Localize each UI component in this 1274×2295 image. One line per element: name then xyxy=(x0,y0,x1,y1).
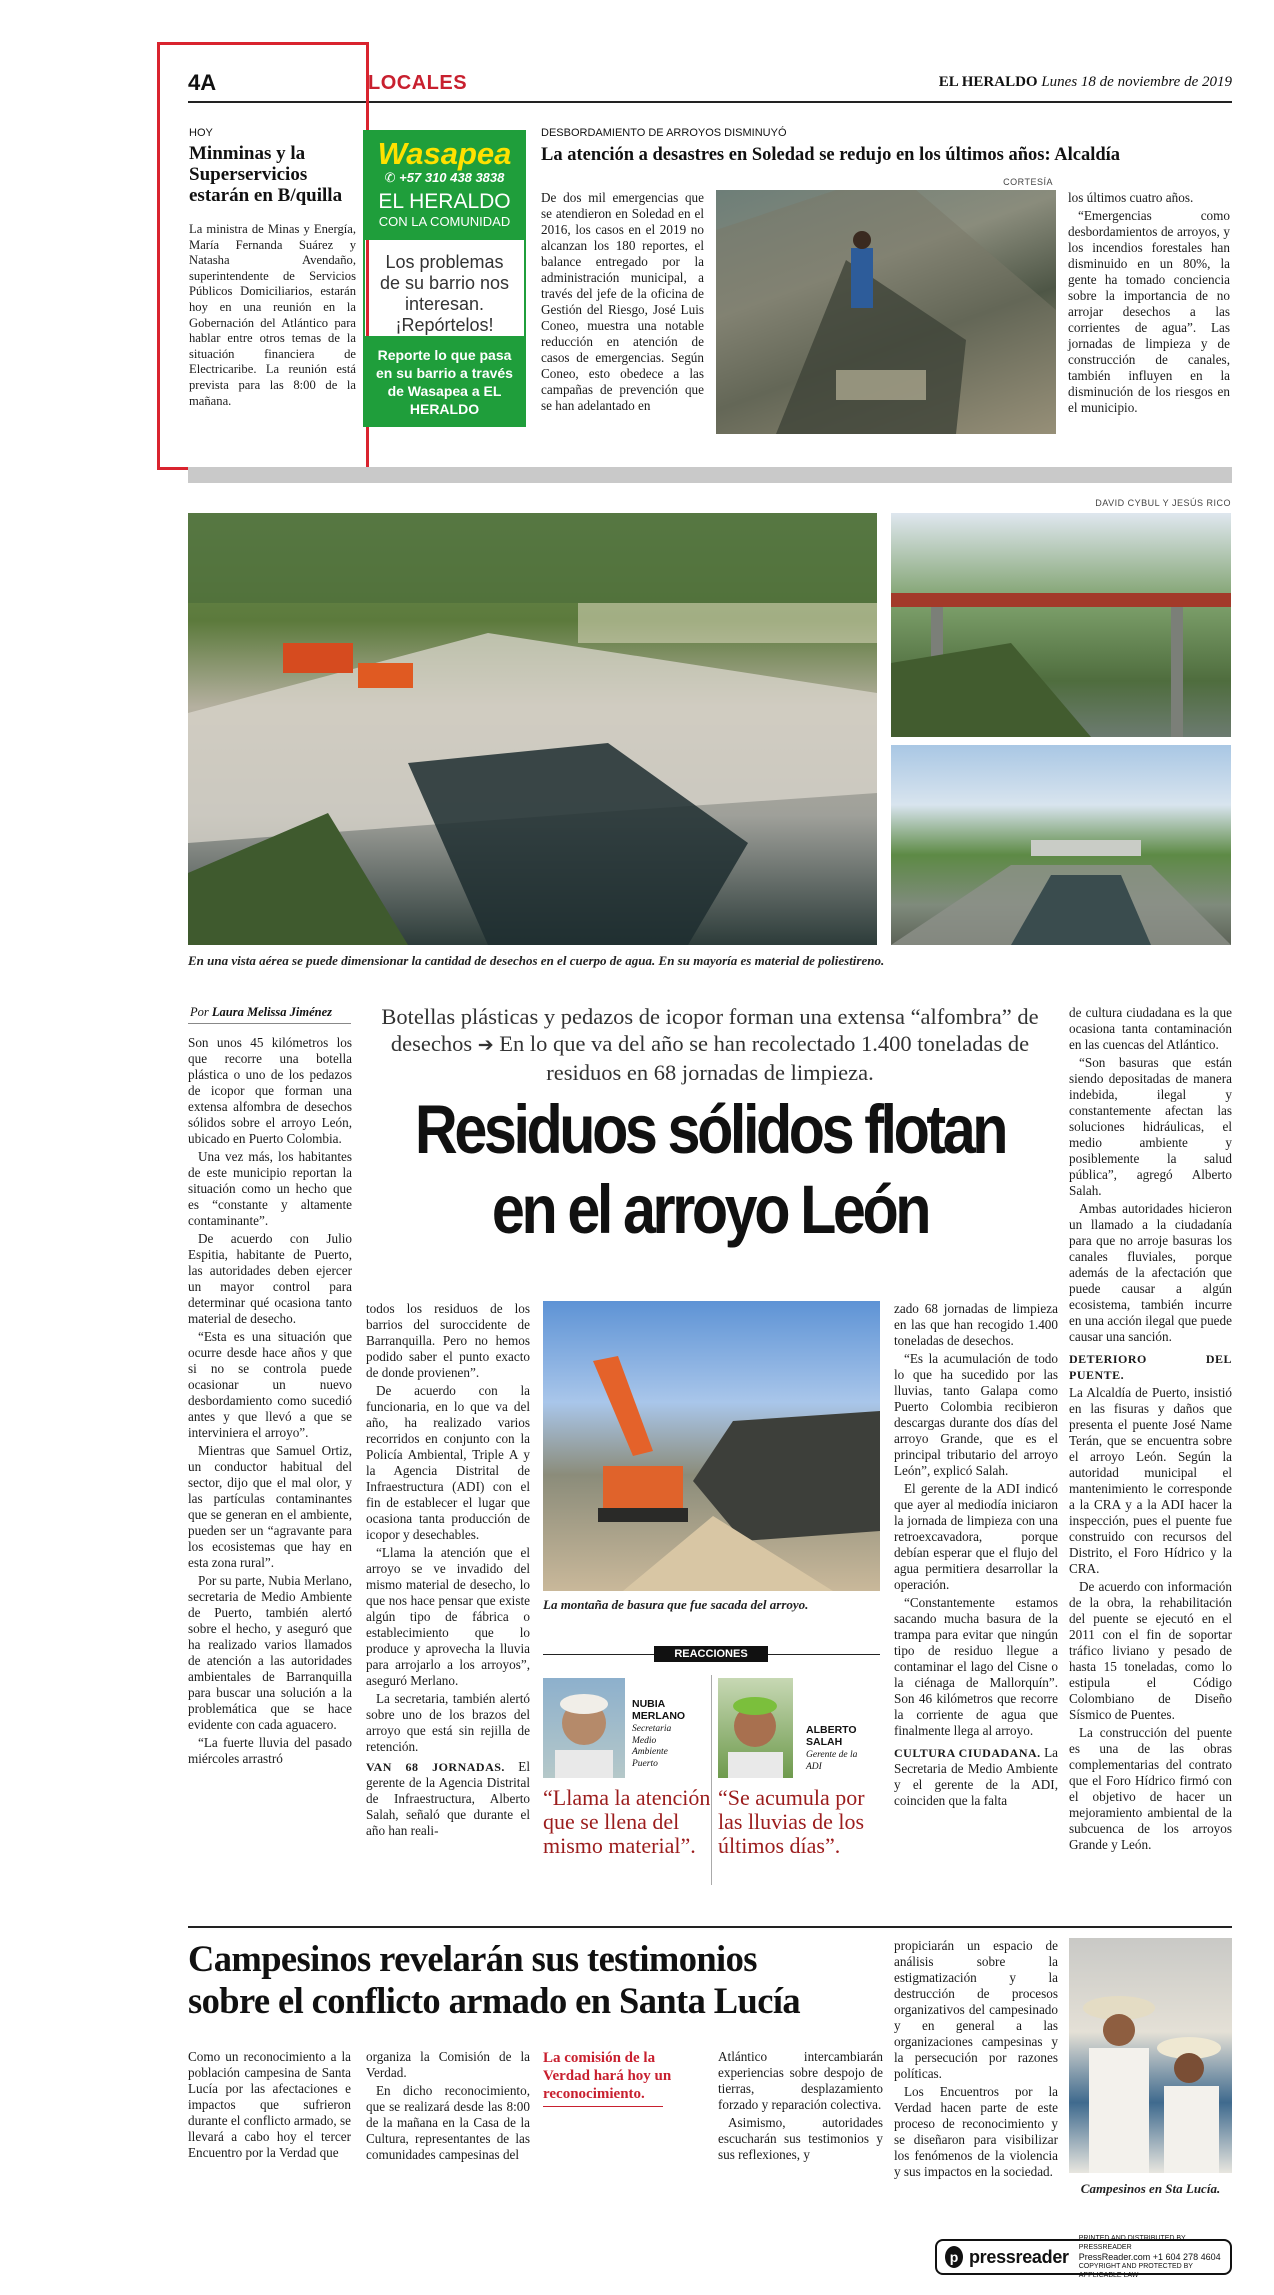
brief-kicker: HOY xyxy=(189,127,213,139)
worker-in-canal-illustration xyxy=(716,190,1056,434)
reaction2-quote: “Se acumula por las lluvias de los últimos días”. xyxy=(718,1785,865,1858)
canal-photo xyxy=(891,745,1231,945)
deck: Botellas plásticas y pedazos de icopor forman una extensa “alfombra” de desechos ➔ En lo que va del año se han recolectado 1.400 toneladas de residuos en 68 jornadas de limpieza. xyxy=(381,1004,1039,1085)
reaction2-name: ALBERTO SALAH xyxy=(806,1724,857,1748)
wasapea-message: Los problemas de su barrio nos interesan. ¡Repórtelos! xyxy=(379,252,510,335)
wasapea-logo: Wasapea xyxy=(377,136,512,171)
excavator-caption: La montaña de basura que fue sacada del arroyo. xyxy=(543,1597,809,1612)
paper-name: EL HERALDO xyxy=(938,74,1038,90)
bottom-col2: organiza la Comisión de la Verdad. En dicho reconocimiento, que se realizará desde las 8:00 de la mañana en la Casa de la Cultura, representantes de las comunidades campesinas del xyxy=(366,2049,530,2162)
pressreader-info: PRINTED AND DISTRIBUTED BY PRESSREADER PressReader.com +1 604 278 4604 COPYRIGHT AND PROTECTED BY APPLICABLE LAW xyxy=(1078,2235,1221,2279)
pullquote-rule xyxy=(543,2106,663,2107)
section-divider-bar xyxy=(188,467,1232,483)
campesinos-caption: Campesinos en Sta Lucía. xyxy=(1080,2181,1221,2196)
main-col4: de cultura ciudadana es la que ocasiona tanta contaminación en las cuencas del Atlántico. “Son basuras que están siendo depositadas de manera indebida, ilegal y constantemente afectan las soluciones hidráulicas, el medio ambiente y posiblemente la salud pública”, agregó Alberto Salah. Ambas autoridades hicieron un llamado a la ciudadanía para que no arroje basuras los canales fluviales, porque además de la afectación que puede causar a algún ecosistema, también incurre en una acción ilegal que puede causar una sanción. DETERIORO DEL PUENTE. La Alcaldía de Puerto, insistió en las fisuras y daños que presenta el puente José Name Terán, que se encuentra sobre el arroyo León. Según la autoridad municipal el mantenimiento le corresponde a la CRA y a la ADI hacer la inspección, pues el puente fue construido con recursos del Distrito, el Foro Hídrico y la CRA. De acuerdo con información de la obra, la rehabilitación del puente se ejecutó en el 2011 con el fin de soportar tráfico liviano y pesado de hasta 15 toneladas, como lo estipula el Código Colombiano de Diseño Sísmico de Puentes. La construcción del puente es una de las obras complementarias del contrato que el Foro Hídrico firmó con el objetivo de hacer un mejoramiento ambiental de la subcuenca de los arroyos Grande y León. xyxy=(1069,1005,1232,1852)
main-photos-caption: En una vista aérea se puede dimensionar la cantidad de desechos en el cuerpo de agua. En su mayoría es material de poliestireno. xyxy=(188,953,885,968)
main-col2: todos los residuos de los barrios del suroccidente de Barranquilla. Pero no hemos podido saber el punto exacto de donde provienen”. De acuerdo con la funcionaria, en lo que va del año, ha realizado varios recorridos en conjunto con la Policía Ambiental, Triple A y la Agencia Distrital de Infraestructura (ADI) con el fin de establecer el lugar que ocasiona tanta producción de icopor y desechables. “Llama la atención que el arroyo se ve invadido del mismo material de desecho, lo que nos hace pensar que existe algún tipo de fábrica o establecimiento que lo produce y aprovecha la lluvia para arrojarlo a los arroyos”, aseguró Merlano. La secretaria, también alertó sobre uno de los brazos del arroyo que está sin rejilla de retención. VAN 68 JORNADAS. El gerente de la Agencia Distrital de Infraestructura, Alberto Salah, señaló que durante el año han reali- xyxy=(366,1301,530,1838)
bottom-story-rule xyxy=(188,1926,1232,1928)
wasapea-brand-sub: CON LA COMUNIDAD xyxy=(378,214,511,229)
avatar-nubia xyxy=(543,1678,625,1778)
arrow-icon: ➔ xyxy=(477,1035,494,1056)
reaction1-name: NUBIA MERLANO xyxy=(632,1698,686,1722)
wasapea-cta: Reporte lo que pasa en su barrio a través de Wasapea a EL HERALDO xyxy=(365,336,524,425)
reaction1-quote: “Llama la atención que se llena del mismo material”. xyxy=(543,1785,711,1858)
main-col1: Son unos 45 kilómetros los que recorre una botella plástica o uno de los pedazos de icopor que forman una extensa alfombra de desechos sólidos sobre el arroyo León, ubicado en Puerto Colombia. Una vez más, los habitantes de este municipio reportan la situación como un hecho que es “constante y altamente contaminante”. De acuerdo con Julio Espitia, habitante de Puerto, las autoridades deben ejercer un mayor control para determinar qué ocasiona tanto material de desecho. “Esta es una situación que ocurre desde hace años y que si no se controla puede ocasionar un nuevo desbordamiento como sucedió antes y que llevó a que se interviniera el arroyo”. Mientras que Samuel Ortiz, un conductor habitual del sector, dijo que el mal olor, y las partículas contaminantes que se generan en el ambiente, pueden ser un “agravante para los ecosistemas que hay en esta zona rural”. Por su parte, Nubia Merlano, secretaria de Medio Ambiente de Puerto, también alertó sobre el hecho, y aseguró que ha realizado varios llamados de atención a las autoridades ambientales de Barranquilla para buscar una solución a la problemática que se hace evidente con cada aguacero. “La fuerte lluvia del pasado miércoles arrastró xyxy=(188,1035,352,1766)
whatsapp-icon: ✆ xyxy=(384,170,396,185)
excavator-illustration xyxy=(543,1301,880,1591)
bottom-pullquote: La comisión de la Verdad hará hoy un reconocimiento. xyxy=(543,2050,672,2102)
pressreader-logo: pressreader xyxy=(968,2246,1069,2267)
byline: Por Laura Melissa Jiménez xyxy=(190,1005,333,1019)
top-story-col1: De dos mil emergencias que se atendieron en Soledad en el 2016, los casos en el 2019 no alcanzan los 180 reportes, el balance entregado por la administración municipal, a través del jefe de la oficina de Gestión del Riesgo, José Luis Coneo, muestra una notable reducción en atención de casos de emergencias. Según Coneo, esto obedece a las campañas de prevención que se han adelantado en xyxy=(541,190,704,413)
pressreader-badge[interactable] xyxy=(935,2235,1232,2279)
brief-body: La ministra de Minas y Energía, María Fernanda Suárez y Natasha Avendaño, superintendente de Servicios Públicos Domiciliarios, estarán hoy en una reunión en la Gobernación del Atlántico para hablar entre otros temas de la situación financiera de Electricaribe. La reunión está prevista para las 8:00 de la mañana. xyxy=(189,222,356,408)
subhead-cultura: CULTURA CIUDADANA. xyxy=(894,1746,1041,1760)
reaction1-role: Secretaria Medio Ambiente Puerto xyxy=(632,1724,672,1769)
masthead-date xyxy=(939,74,1232,91)
pressreader-icon: p xyxy=(945,2246,963,2268)
excavator-photo xyxy=(543,1301,880,1591)
aerial-photo xyxy=(188,513,877,945)
main-headline: Residuos sólidos flotan en el arroyo León xyxy=(414,1091,1006,1248)
top-story-col2 xyxy=(1068,190,1230,418)
main-photos-credit: DAVID CYBUL Y JESÚS RICO xyxy=(1095,498,1231,508)
bridge-photo xyxy=(891,513,1231,737)
reactions-divider xyxy=(711,1675,712,1885)
wasapea-ad[interactable] xyxy=(363,130,526,427)
bottom-col4: propiciarán un espacio de análisis sobre la estigmatización y la destrucción de procesos organizativos del campesinado y en general a las organizaciones campesinas y la persecución por razones políticas. Los Encuentros por la Verdad hacen parte de este proceso de reconocimiento y se diseñaron para visibilizar los fenómenos de la violencia y sus impactos en la sociedad. xyxy=(894,1938,1058,2179)
campesinos-illustration xyxy=(1069,1938,1232,2173)
bottom-col1: Como un reconocimiento a la población campesina de Santa Lucía por las afectaciones e impactos que sufrieron durante el conflicto armado, se llevará a cabo hoy el tercer Encuentro por la Verdad que xyxy=(188,2049,351,2160)
subhead-puente: DETERIORO DEL PUENTE. xyxy=(1069,1352,1232,1382)
wasapea-phone: ✆ +57 310 438 3838 xyxy=(384,170,505,185)
main-col3: zado 68 jornadas de limpieza en las que han recogido 1.400 toneladas de desechos. “Es la acumulación de todo lo que ha sucedido por las lluvias, tanto Galapa como Puerto Colombia recibieron descargas durante dos días del arroyo Grande, que es el principal tributario del arroyo León”, explicó Salah. El gerente de la ADI indicó que ayer al mediodía iniciaron la jornada de limpieza con una retroexcavadora, porque debían esperar que el flujo del agua permitiera desarrollar la operación. “Constantemente estamos sacando mucha basura de la trampa para evitar que ningún tipo de residuo llegue a contaminar el lago del Cisne o la ciénaga de Mallorquín”. Son 46 kilómetros que recorre la corriente de agua que finalmente llega al arroyo. CULTURA CIUDADANA. La Secretaria de Medio Ambiente y el gerente de la ADI, coinciden que la falta xyxy=(894,1301,1059,1808)
top-story-kicker: DESBORDAMIENTO DE ARROYOS DISMINUYÓ xyxy=(541,127,787,139)
top-story-col2a: los últimos cuatro años. xyxy=(1068,190,1194,205)
top-story-credit: CORTESÍA xyxy=(1003,177,1053,187)
aerial-waste-illustration xyxy=(188,513,877,945)
section-title: LOCALES xyxy=(368,72,468,94)
bridge-illustration xyxy=(891,513,1231,737)
brief-title: Minminas y la Superservicios estarán en B/quilla xyxy=(189,143,343,206)
date-text: Lunes 18 de noviembre de 2019 xyxy=(1041,74,1232,90)
reactions-label: REACCIONES xyxy=(654,1646,768,1662)
top-story-photo xyxy=(716,190,1056,434)
subhead-van-68: VAN 68 JORNADAS. xyxy=(366,1760,505,1774)
wasapea-brand: EL HERALDO xyxy=(378,190,511,213)
campesinos-photo xyxy=(1069,1938,1232,2173)
bottom-col3: Atlántico intercambiarán experiencias sobre despojo de tierras, desplazamiento forzado y reparación colectiva. Asimismo, autoridades escucharán sus testimonios y sus reflexiones, y xyxy=(718,2049,883,2162)
page-number: 4A xyxy=(188,70,217,95)
bottom-story-title: Campesinos revelarán sus testimonios sobre el conflicto armado en Santa Lucía xyxy=(188,1938,801,2021)
canal-illustration xyxy=(891,745,1231,945)
avatar-alberto xyxy=(718,1678,793,1778)
top-story-col2b: “Emergencias como desbordamientos de arroyos, y los incendios forestales han disminuido en un 80%, la gente ha tomado conciencia sobre la importancia de no arrojar desechos a las corrientes de agua”. Las jornadas de limpieza y de construcción de canales, también influyen en la disminución de los riesgos en el municipio. xyxy=(1068,208,1230,415)
byline-rule xyxy=(188,1023,351,1024)
wasapea-top xyxy=(365,132,524,240)
reaction2-role: Gerente de la ADI xyxy=(806,1750,858,1772)
top-story-title: La atención a desastres en Soledad se redujo en los últimos años: Alcaldía xyxy=(541,145,1121,165)
